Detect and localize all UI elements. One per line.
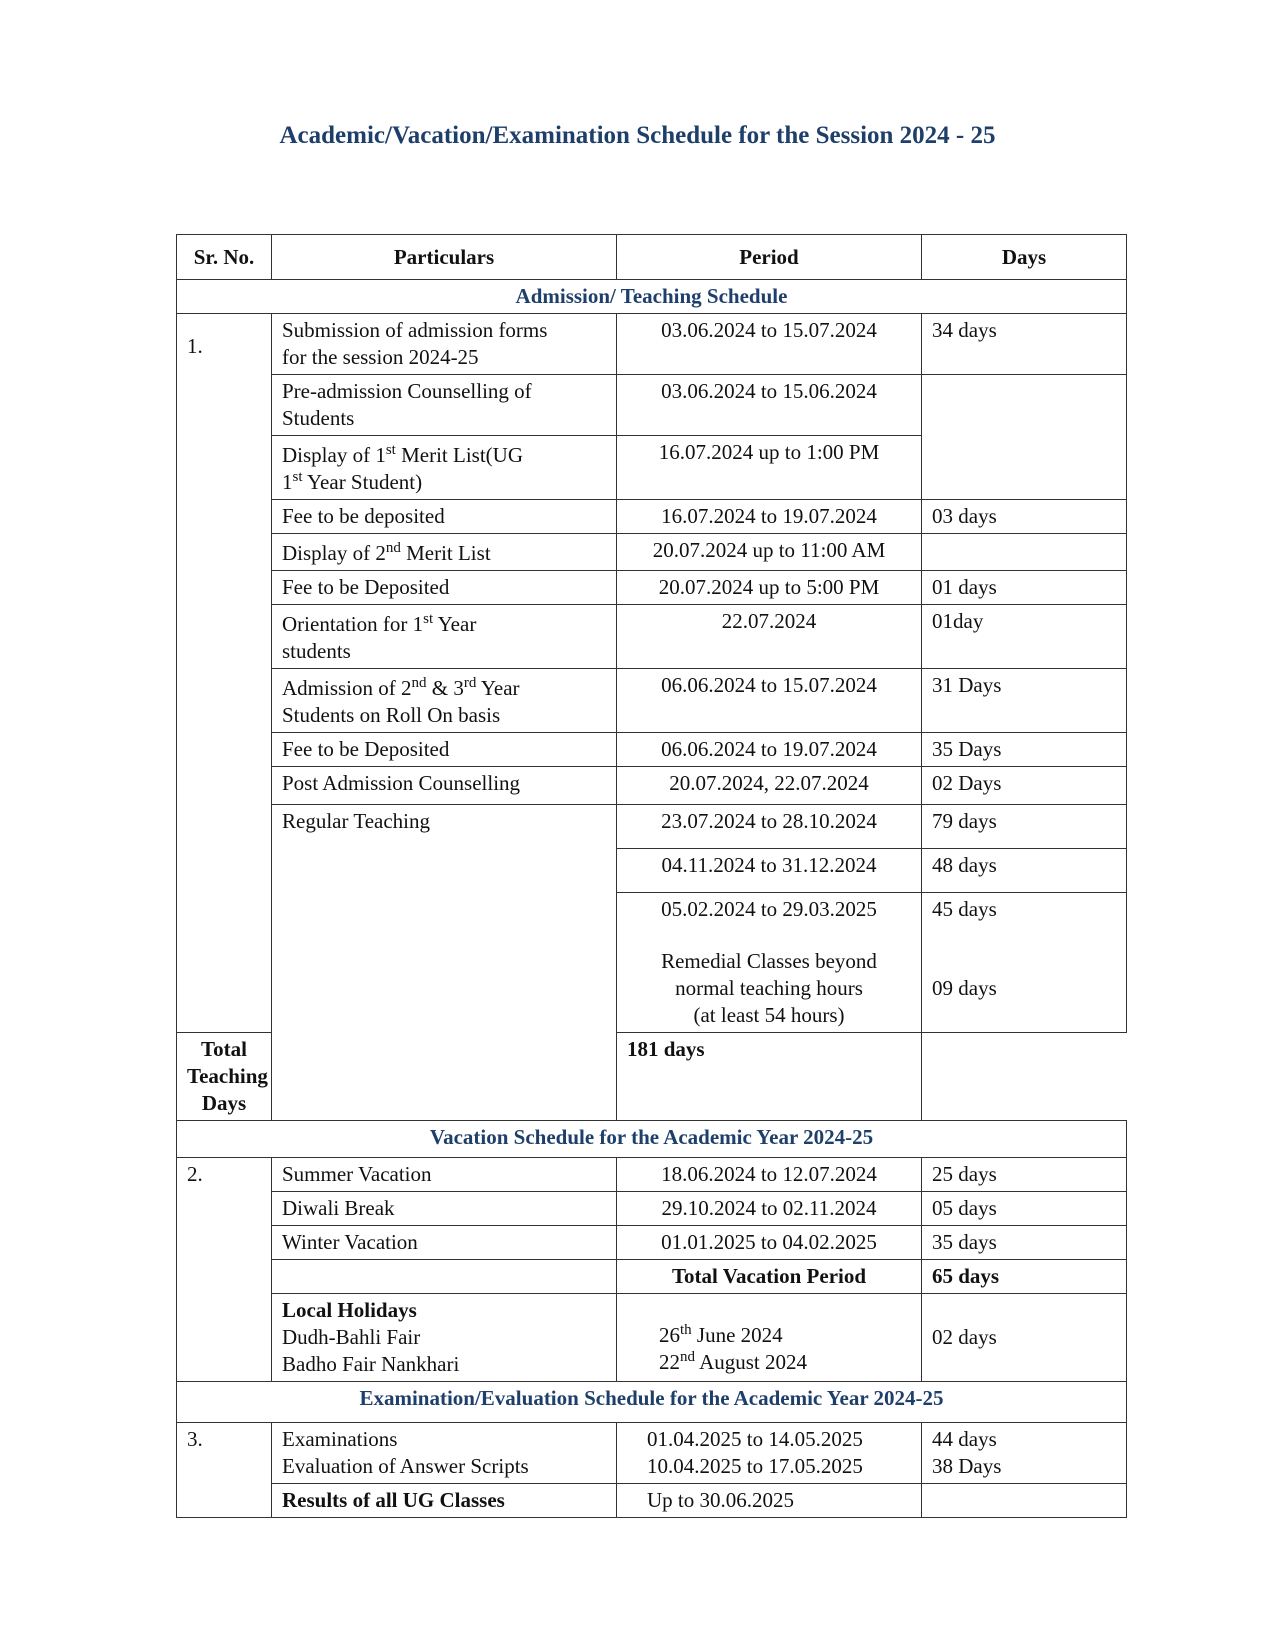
period-cell [617, 1423, 922, 1484]
period-cell: 16.07.2024 up to 1:00 PM [617, 436, 922, 500]
table-row [177, 669, 1127, 733]
particulars-line: Students [282, 406, 355, 430]
text: Examinations [282, 1427, 398, 1451]
total-label: Total Teaching Days [177, 1033, 272, 1121]
period-cell: 29.10.2024 to 02.11.2024 [617, 1192, 922, 1226]
header-row [177, 235, 1127, 280]
text: Orientation for 1 [282, 612, 424, 636]
particulars-cell: Summer Vacation [272, 1158, 617, 1192]
period-cell: 01.01.2025 to 04.02.2025 [617, 1226, 922, 1260]
schedule-table [176, 234, 1127, 1518]
text: normal teaching hours [675, 976, 863, 1000]
days-cell: 25 days [922, 1158, 1127, 1192]
table-row [177, 1294, 1127, 1382]
table-row [177, 1158, 1127, 1192]
particulars-line: for the session 2024-25 [282, 345, 479, 369]
remedial-note [627, 948, 911, 1029]
days-cell: 02 Days [922, 767, 1127, 805]
period-cell [617, 893, 922, 1033]
particulars-cell: Diwali Break [272, 1192, 617, 1226]
text: 22 [659, 1350, 680, 1374]
text: 44 days [932, 1427, 997, 1451]
particulars-cell [272, 314, 617, 375]
text: 45 days [932, 897, 997, 921]
particulars-cell: Winter Vacation [272, 1226, 617, 1260]
text: Badho Fair Nankhari [282, 1352, 460, 1376]
period-cell: 06.06.2024 to 19.07.2024 [617, 733, 922, 767]
text: June 2024 [691, 1323, 783, 1347]
text: students [282, 639, 351, 663]
table-row [177, 375, 1127, 436]
table-row [177, 805, 1127, 849]
header-days: Days [922, 235, 1127, 280]
particulars-cell [272, 375, 617, 436]
particulars-cell [272, 1260, 617, 1294]
superscript: nd [411, 675, 427, 691]
particulars-cell: Fee to be Deposited [272, 733, 617, 767]
days-cell: 05 days [922, 1192, 1127, 1226]
particulars-cell: Fee to be deposited [272, 500, 617, 534]
text: 10.04.2025 to 17.05.2025 [647, 1454, 863, 1478]
superscript: nd [385, 540, 401, 556]
particulars-cell [272, 436, 617, 500]
table-row [177, 534, 1127, 571]
days-cell: 79 days [922, 805, 1127, 849]
text: Display of 1 [282, 443, 386, 467]
text: Year Student) [302, 470, 423, 494]
superscript: th [680, 1322, 692, 1338]
days-cell: 01day [922, 605, 1127, 669]
total-days: 65 days [922, 1260, 1127, 1294]
text: (at least 54 hours) [693, 1003, 845, 1027]
header-sr: Sr. No. [177, 235, 272, 280]
section-heading-vacation: Vacation Schedule for the Academic Year 2024-25 [177, 1121, 1127, 1158]
period-cell: 20.07.2024, 22.07.2024 [617, 767, 922, 805]
table-row [177, 500, 1127, 534]
page-title: Academic/Vacation/Examination Schedule for the Session 2024 - 25 [279, 122, 996, 149]
header-period: Period [617, 235, 922, 280]
total-row [177, 1260, 1127, 1294]
period-cell: 03.06.2024 to 15.06.2024 [617, 375, 922, 436]
days-cell [922, 893, 1127, 1033]
days-cell: 35 days [922, 1226, 1127, 1260]
text: Dudh-Bahli Fair [282, 1325, 421, 1349]
sr-number: 2. [177, 1158, 272, 1382]
particulars-cell: Fee to be Deposited [272, 571, 617, 605]
spacer [659, 1297, 911, 1322]
text: Merit List [400, 541, 491, 565]
text: & 3 [426, 676, 464, 700]
total-days: 181 days [617, 1033, 922, 1121]
particulars-line: Submission of admission forms [282, 318, 548, 342]
total-label: Total Vacation Period [617, 1260, 922, 1294]
period-cell [617, 1294, 922, 1382]
text: 1 [282, 470, 293, 494]
text: Admission of 2 [282, 676, 412, 700]
sr-number [177, 314, 272, 1033]
table-row [177, 1192, 1127, 1226]
particulars-cell [272, 669, 617, 733]
text: Evaluation of Answer Scripts [282, 1454, 529, 1478]
period-cell: 23.07.2024 to 28.10.2024 [617, 805, 922, 849]
particulars-cell [272, 605, 617, 669]
period-cell: 22.07.2024 [617, 605, 922, 669]
table-row [177, 1484, 1127, 1518]
superscript: nd [680, 1349, 695, 1365]
period-cell: 06.06.2024 to 15.07.2024 [617, 669, 922, 733]
text: Year [476, 676, 520, 700]
period-cell: 03.06.2024 to 15.07.2024 [617, 314, 922, 375]
days-cell [922, 534, 1127, 571]
days-cell [922, 1484, 1127, 1518]
days-cell: 03 days [922, 500, 1127, 534]
text: Students on Roll On basis [282, 703, 501, 727]
table-row [177, 1226, 1127, 1260]
particulars-cell: Post Admission Counselling [272, 767, 617, 805]
section-heading-admission: Admission/ Teaching Schedule [177, 280, 1127, 314]
text: 01.04.2025 to 14.05.2025 [647, 1427, 863, 1451]
period-cell: 20.07.2024 up to 11:00 AM [617, 534, 922, 571]
particulars-line: Pre-admission Counselling of [282, 379, 532, 403]
section-heading-exam: Examination/Evaluation Schedule for the Academic Year 2024-25 [177, 1382, 1127, 1423]
text: 09 days [932, 976, 997, 1000]
table-row [177, 733, 1127, 767]
text: Display of 2 [282, 541, 386, 565]
days-cell: 02 days [922, 1294, 1127, 1382]
days-cell [922, 1423, 1127, 1484]
days-cell [922, 375, 1127, 500]
sr-number-text: 1. [187, 334, 203, 358]
period-cell: 04.11.2024 to 31.12.2024 [617, 849, 922, 893]
text: 38 Days [932, 1454, 1002, 1478]
superscript: rd [463, 675, 477, 691]
period-cell: 20.07.2024 up to 5:00 PM [617, 571, 922, 605]
table-row [177, 571, 1127, 605]
superscript: st [423, 611, 434, 627]
period-cell: 18.06.2024 to 12.07.2024 [617, 1158, 922, 1192]
days-cell: 35 Days [922, 733, 1127, 767]
text: Year [433, 612, 477, 636]
superscript: st [292, 469, 303, 485]
days-cell: 34 days [922, 314, 1127, 375]
particulars-cell: Results of all UG Classes [272, 1484, 617, 1518]
table-row [177, 314, 1127, 375]
particulars-cell [272, 534, 617, 571]
particulars-cell [272, 1423, 617, 1484]
period-text: 05.02.2024 to 29.03.2025 [661, 897, 877, 921]
text: 26 [659, 1323, 680, 1347]
header-particulars: Particulars [272, 235, 617, 280]
sr-number: 3. [177, 1423, 272, 1518]
days-cell: 01 days [922, 571, 1127, 605]
text: Remedial Classes beyond [661, 949, 877, 973]
local-holidays-label: Local Holidays [282, 1298, 417, 1322]
table-row [177, 767, 1127, 805]
period-cell: 16.07.2024 to 19.07.2024 [617, 500, 922, 534]
table-row [177, 1423, 1127, 1484]
superscript: st [385, 442, 396, 458]
table-row [177, 605, 1127, 669]
days-cell: 48 days [922, 849, 1127, 893]
particulars-cell [272, 1294, 617, 1382]
text: August 2024 [695, 1350, 808, 1374]
period-cell: Up to 30.06.2025 [617, 1484, 922, 1518]
particulars-cell: Regular Teaching [272, 805, 617, 1121]
text: Merit List(UG [395, 443, 523, 467]
days-cell: 31 Days [922, 669, 1127, 733]
